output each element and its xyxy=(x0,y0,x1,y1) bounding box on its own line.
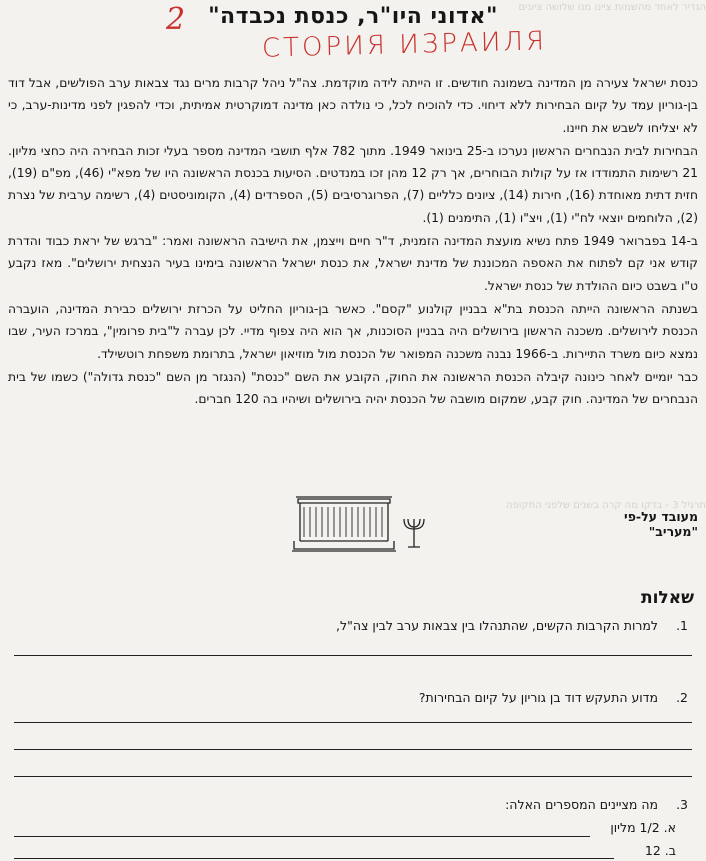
question-text: מה מציינים המספרים האלה: xyxy=(505,797,658,812)
question-2 xyxy=(419,690,688,705)
sub-item-label: ב. xyxy=(664,843,676,858)
sub-item-b xyxy=(645,843,676,858)
sub-item-a xyxy=(610,820,676,835)
paragraph: כבר יומיים לאחר כינונה קיבלה הכנסת הראשונה את החוק, הקובע את השם "כנסת" (הנגזר מן השם "כנסת גדולה") כשמו של בית הנבחרים של המדינה. חוק קבע, שמקום מושבה של הכנסת יהיה בירושלים ושיהיו בה 120 חברים. xyxy=(8,369,698,407)
page-title: "אדוני היו"ר, כנסת נכבדה" xyxy=(208,4,498,29)
question-number: 1. xyxy=(676,618,688,633)
bleed-through-text: תרגיל 3 - בדקו מה קרה בשנים שלפני התקופה xyxy=(505,500,706,511)
handwritten-page-number: 2 xyxy=(166,2,186,37)
question-1 xyxy=(336,618,688,633)
paragraph: ב-14 בפברואר 1949 פתח נשיא מועצת המדינה הזמנית, ד"ר חיים וייצמן, את הישיבה הראשונה ואמר: "ברגש של יראת כבוד והדרת קודש אני קם לפתוח את האספה המכוננת של מדינת ישראל, את כנסת ישראל הראשונה בימינו בעיר הנצחית ירושלים". מאז נקבע ט"ו בשבט כיום ההולדת של כנסת ישראל. xyxy=(8,234,698,293)
answer-line[interactable] xyxy=(14,655,692,656)
sub-item-text: 1/2 מליון xyxy=(610,820,660,835)
question-number: 2. xyxy=(676,690,688,705)
article-body xyxy=(8,72,698,410)
paragraph: בשנתה הראשונה הייתה הכנסת בת"א בבניין קולנוע "קסם". כאשר בן-גוריון החליט על הכרזת ירושלים כבירת המדינה, הועברה הכנסת לירושלים. משכנה הראשון בירושלים היה בבניין הסוכנות, אך הוא היה צפוף מדיי. לכן עברה ל"בית פרומין", במרכז העיר, שבו נמצא כיום משרד התיירות. ב-1966 נבנה משכנה המפואר של הכנסת מול מוזיאון ישראל, בתרומת משפחת רוטשילד. xyxy=(8,301,698,361)
answer-line[interactable] xyxy=(14,776,692,777)
knesset-building-illustration xyxy=(290,485,430,575)
answer-line[interactable] xyxy=(14,749,692,750)
answer-line[interactable] xyxy=(14,858,614,859)
paragraph: הבחירות לבית הנבחרים הראשון נערכו ב-25 בינואר 1949. מתוך 782 אלף תושבי המדינה מספר בעלי זכות הבחירה היה כחצי מליון. 21 רשימות התמודדו אז על קולות הבוחרים, אך רק 12 מהן זכו במנדטים. הסיעות בכנסת הראשונה היו של מפא"י (46), מפ"ם (19), חזית דתית מאוחדת (16), חירות (14), ציונים כלליים (7), הפרוגרסיבים (5), הספרדים (4), הקומוניסטים (4), רשימה ערבית של נצרת (2), הלוחמים יוצאי לח"י (1), ויצ"ו (1), התימנים (1). xyxy=(8,143,699,225)
source-credit: מעובד על-פי "מעריב" xyxy=(624,509,698,539)
answer-line[interactable] xyxy=(14,722,692,723)
handwritten-note: СТОРИЯ ИЗРАИЛЯ xyxy=(261,26,548,64)
bleed-through-text: הגדיר לאחד מהשמות ציינו מנו שלושה ציונים xyxy=(518,2,706,13)
sub-item-label: א. xyxy=(663,820,676,835)
paragraph: כנסת ישראל צעירה מן המדינה בשמונה חודשים. זו הייתה לידה מוקדמת. צה"ל ניהל קרבות מרים נגד צבאות ערב הפולשים, אבל דוד בן-גוריון עמד על קיום הבחירות ללא דיחוי. כדי להוכיח לכל, כי נולדה כאן מדינה דמוקרטית אמיתית, וכדי להפגין לפני מדינות-ערב, כי לא יצליחו לשבש את חיינו. xyxy=(8,76,698,135)
questions-heading: שאלות xyxy=(640,588,694,608)
menorah-icon xyxy=(404,519,424,547)
question-text: למרות הקרבות הקשים, שהתנהלו בין צבאות ערב לבין צה"ל, xyxy=(336,618,658,633)
question-number: 3. xyxy=(676,797,688,812)
answer-line[interactable] xyxy=(14,836,590,837)
question-text: מדוע התעקש דוד בן גוריון על קיום הבחירות? xyxy=(418,690,658,705)
question-3 xyxy=(505,797,688,812)
sub-item-text: 12 xyxy=(644,843,661,858)
